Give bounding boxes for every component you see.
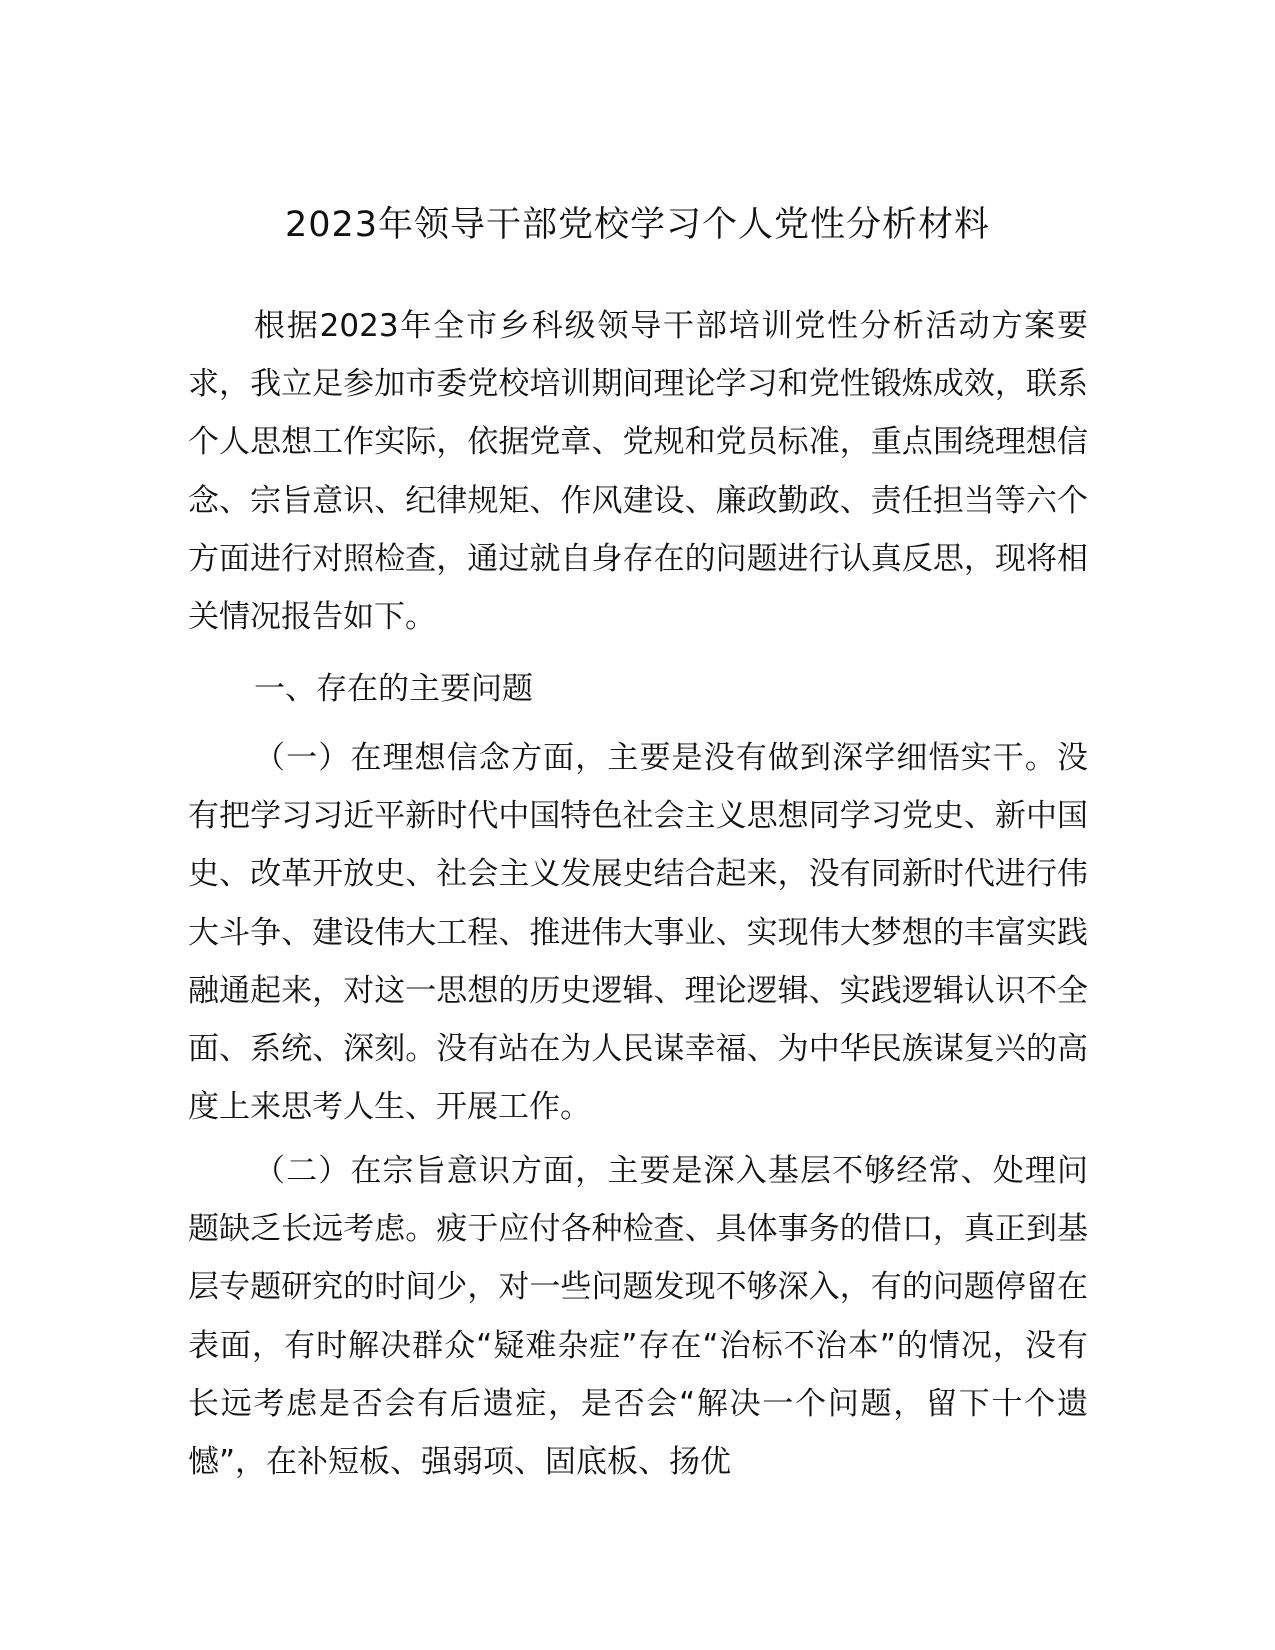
section-heading: 一、存在的主要问题 [254, 671, 533, 707]
section-heading-block [188, 660, 1088, 718]
section-2-block [188, 1142, 1088, 1491]
intro-paragraph-block [188, 297, 1088, 646]
section-1-paragraph: （一）在理想信念方面，主要是没有做到深学细悟实干。没有把学习习近平新时代中国特色社会主义思想同学习党史、新中国史、改革开放史、社会主义发展史结合起来，没有同新时代进行伟大斗争、建设伟大工程、推进伟大事业、实现伟大梦想的丰富实践融通起来，对这一思想的历史逻辑、理论逻辑、实践逻辑认识不全面、系统、深刻。没有站在为人民谋幸福、为中华民族谋复兴的高度上来思考人生、开展工作。 [188, 740, 1088, 1126]
section-1-block [188, 729, 1088, 1136]
document-title: 2023年领导干部党校学习个人党性分析材料 [284, 205, 991, 245]
intro-paragraph: 根据2023年全市乡科级领导干部培训党性分析活动方案要求，我立足参加市委党校培训期间理论学习和党性锻炼成效，联系个人思想工作实际，依据党章、党规和党员标准，重点围绕理想信念、宗旨意识、纪律规矩、作风建设、廉政勤政、责任担当等六个方面进行对照检查，通过就自身存在的问题进行认真反思，现将相关情况报告如下。 [188, 308, 1088, 636]
section-2-paragraph: （二）在宗旨意识方面，主要是深入基层不够经常、处理问题缺乏长远考虑。疲于应付各种检查、具体事务的借口，真正到基层专题研究的时间少，对一些问题发现不够深入，有的问题停留在表面，有时解决群众“疑难杂症”存在“治标不治本”的情况，没有长远考虑是否会有后遗症，是否会“解决一个问题，留下十个遗憾”，在补短板、强弱项、固底板、扬优 [188, 1153, 1088, 1481]
